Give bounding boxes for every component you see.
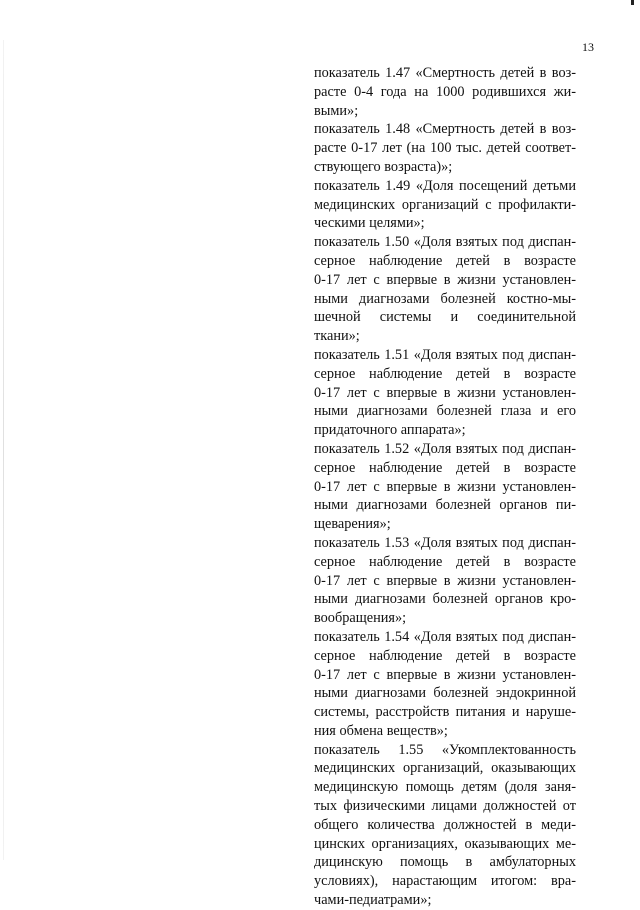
indicator-text-line: ния обмена веществ»; [314,722,448,739]
indicator-text-line: 0-17 лет с впервые в жизни установлен- [314,666,576,683]
indicator-text-line: медицинских организаций с профилакти- [314,196,576,213]
indicator-text-line: показатель 1.48 «Смертность детей в воз- [314,121,576,138]
indicator-text-line: 0-17 лет с впервые в жизни установлен- [314,384,576,401]
indicator-text-line: чами-педиатрами»; [314,892,432,909]
indicator-text-line: показатель 1.50 «Доля взятых под диспан- [314,234,576,251]
indicator-text-line: 0-17 лет с впервые в жизни установлен- [314,572,576,589]
indicator-item [314,346,576,440]
indicator-text-line: выми»; [314,102,359,119]
indicator-text-line: серное наблюдение детей в возрасте [314,365,576,382]
indicator-text-line: показатель 1.47 «Смертность детей в воз- [314,65,576,81]
indicator-text-line: ными диагнозами болезней костно-мы- [314,290,576,307]
indicator-text-line: расте 0-4 года на 1000 родившихся жи- [314,83,576,100]
indicator-text-line: ческими целями»; [314,215,425,232]
indicator-text-line: показатель 1.55 «Укомплектованность [314,741,576,758]
indicator-item [314,233,576,346]
indicator-text-line: общего количества должностей в меди- [314,816,576,833]
indicator-text-line: показатель 1.52 «Доля взятых под диспан- [314,440,576,457]
indicator-text-line: серное наблюдение детей в возрасте [314,252,576,269]
indicator-text-line: показатель 1.54 «Доля взятых под диспан- [314,628,576,645]
indicator-text-line: цинских организациях, оказывающих ме- [314,835,576,852]
indicator-text-line: условиях), нарастающим итогом: вра- [314,873,576,890]
indicator-text-line: показатель 1.51 «Доля взятых под диспан- [314,346,576,363]
indicator-text-line: показатель 1.53 «Доля взятых под диспан- [314,534,576,551]
indicator-text-line: серное наблюдение детей в возрасте [314,647,576,664]
indicator-text-line: системы, расстройств питания и наруше- [314,704,576,721]
indicator-text-line: медицинских организаций, оказывающих [314,760,576,777]
indicator-text-line: медицинскую помощь детям (доля заня- [314,779,576,796]
indicator-text-line: показатель 1.49 «Доля посещений детьми [314,177,576,194]
indicator-text-line: вообращения»; [314,610,407,627]
indicator-text-line: дицинскую помощь в амбулаторных [314,854,576,871]
indicator-text-line: ными диагнозами болезней глаза и его [314,403,576,420]
indicator-text-line: тых физическими лицами должностей от [314,798,576,815]
indicator-text-line: ными диагнозами болезней органов кро- [314,591,576,608]
indicator-text-line: щеварения»; [314,516,391,533]
indicator-text-line: шечной системы и соединительной [314,309,576,326]
indicator-text-line: ткани»; [314,328,360,345]
indicator-text-line: придаточного аппарата»; [314,422,466,439]
indicator-item [314,628,576,741]
scan-corner-mark [631,0,634,5]
indicator-text-line: ными диагнозами болезней эндокринной [314,685,576,702]
indicator-text-line: 0-17 лет с впервые в жизни установлен- [314,478,576,495]
indicator-text-line: серное наблюдение детей в возрасте [314,553,576,570]
indicator-text-line: ными диагнозами болезней органов пи- [314,497,576,514]
scan-edge-shadow [3,40,4,860]
indicator-item [314,120,576,176]
indicator-text-line: серное наблюдение детей в возрасте [314,459,576,476]
indicator-text-line: ствующего возраста)»; [314,158,453,175]
indicator-item [314,177,576,233]
indicator-text-line: 0-17 лет с впервые в жизни установлен- [314,271,576,288]
indicator-item [314,440,576,534]
indicator-item [314,64,576,120]
indicator-item [314,534,576,628]
indicator-item [314,741,576,910]
indicator-list [314,64,576,910]
indicator-text-line: расте 0-17 лет (на 100 тыс. детей соответ- [314,140,576,157]
page-number: 13 [582,40,594,54]
